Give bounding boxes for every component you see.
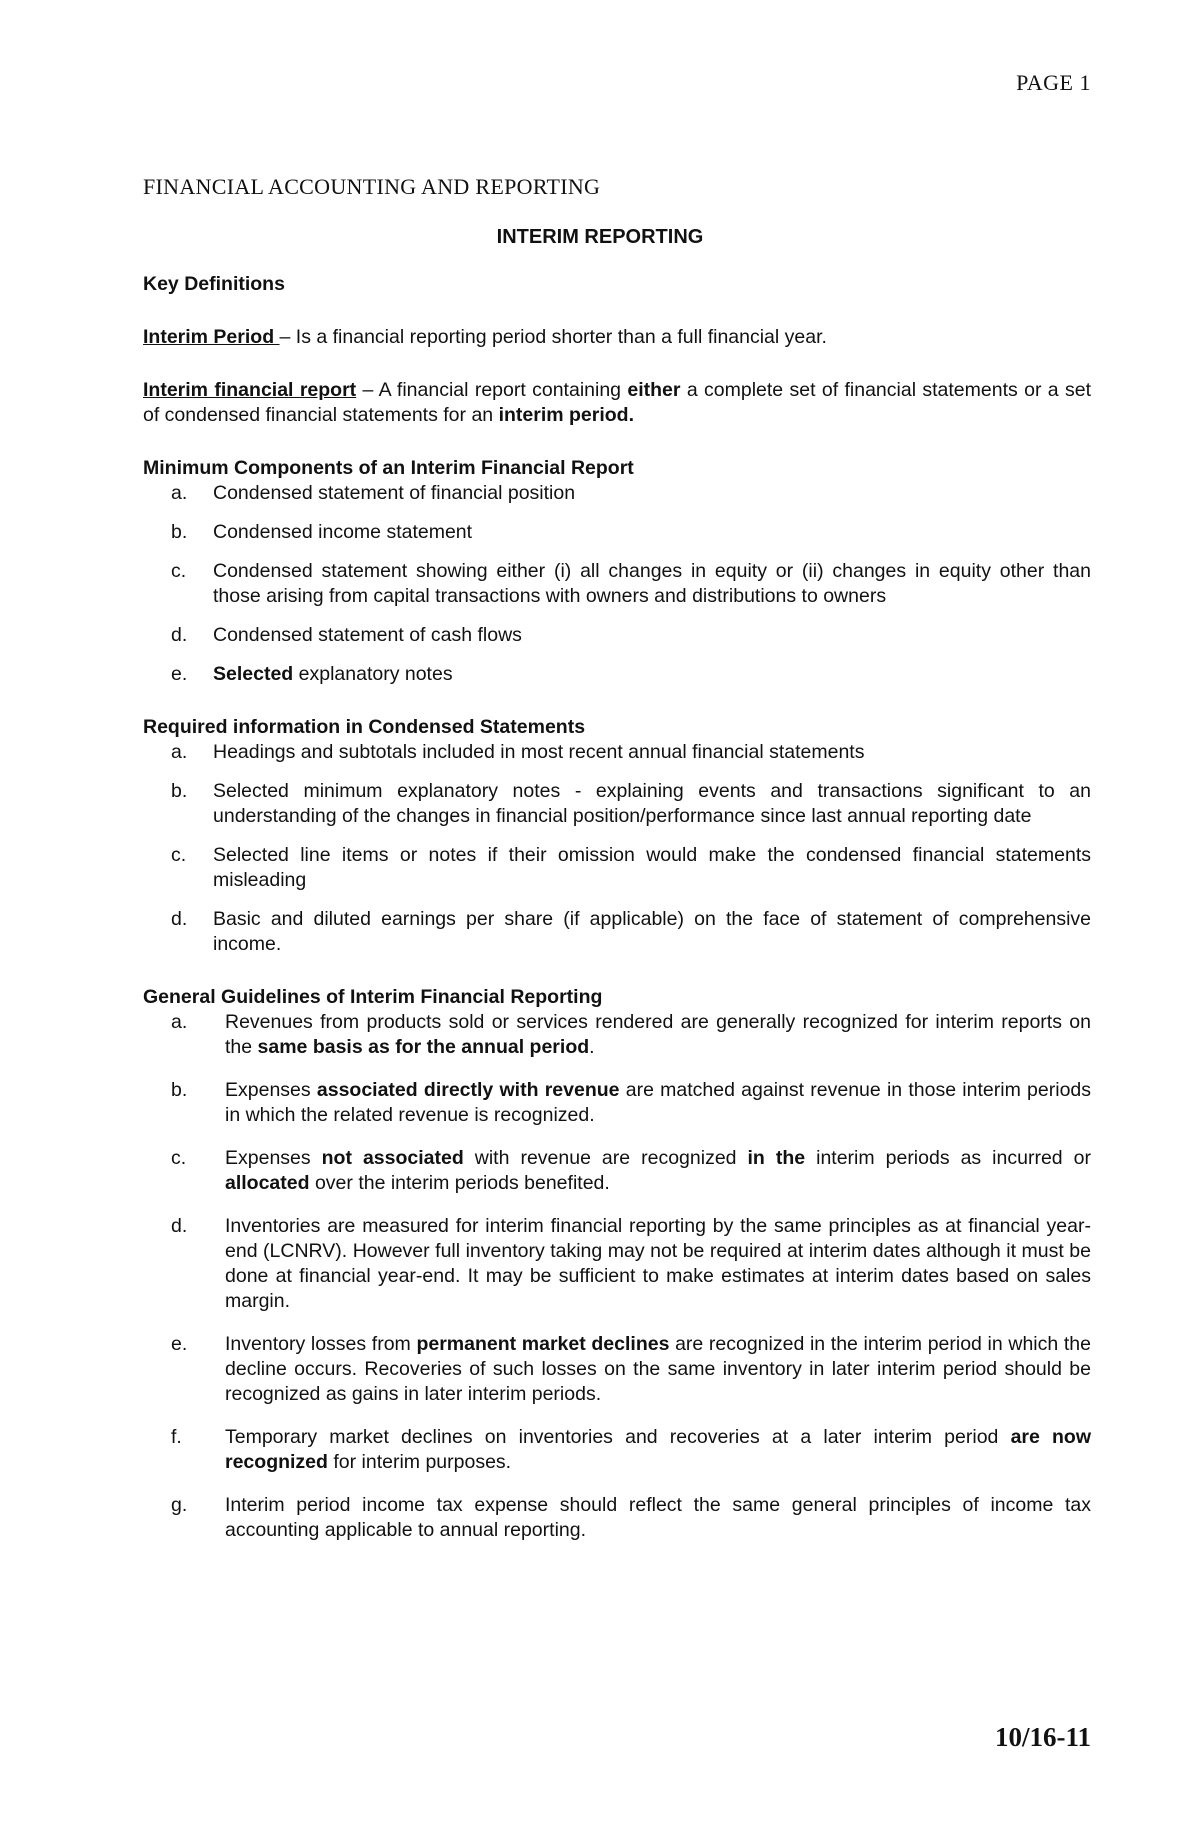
item-text: Condensed statement of cash flows: [213, 624, 522, 646]
text-run: with revenue are recognized: [463, 1147, 748, 1169]
list-item: [143, 481, 1091, 506]
item-text: [225, 1425, 1091, 1475]
item-marker: c.: [171, 1147, 187, 1169]
item-marker: b.: [171, 521, 188, 543]
item-text: Interim period income tax expense should reflect the same general principles of income tax accounting applicable to annual reporting.: [225, 1494, 1091, 1541]
item-marker: d.: [171, 908, 188, 930]
list-item: [143, 907, 1091, 957]
document-title: INTERIM REPORTING: [496, 226, 704, 248]
item-text: [225, 1078, 1091, 1128]
bold-run: are now recognized: [225, 1426, 1092, 1473]
list-item: [143, 1078, 1091, 1128]
bold-run: associated directly with revenue: [316, 1079, 620, 1101]
list-item: [143, 520, 1091, 545]
list-item: [143, 1146, 1091, 1196]
list-item: [143, 843, 1091, 893]
general-guidelines-heading: General Guidelines of Interim Financial Reporting: [143, 986, 603, 1008]
item-text: Inventories are measured for interim financial reporting by the same principles as at financial year-end (LCNRV). However full inventory taking may not be required at interim dates although it must be done at financial year-end. It may be sufficient to make estimates at interim dates based on sales margin.: [225, 1215, 1091, 1312]
list-item: [143, 623, 1091, 648]
item-marker: d.: [171, 624, 188, 646]
bold-run: not associated: [321, 1147, 464, 1169]
item-marker: a.: [171, 482, 188, 504]
item-marker: a.: [171, 741, 188, 763]
course-title: FINANCIAL ACCOUNTING AND REPORTING: [143, 174, 601, 199]
text-run: Expenses: [225, 1147, 322, 1169]
required-info-heading: Required information in Condensed Statements: [143, 716, 586, 738]
text-run: Revenues from products sold or services rendered are generally recognized for interim reports on the: [225, 1011, 1091, 1058]
page-number: PAGE 1: [1016, 70, 1091, 95]
text-run: over the interim periods benefited.: [309, 1172, 610, 1194]
item-marker: f.: [171, 1426, 182, 1448]
item-text: Condensed statement of financial position: [213, 482, 576, 504]
item-text: Selected line items or notes if their omission would make the condensed financial statements misleading: [213, 844, 1091, 891]
list-item: [143, 1010, 1091, 1060]
list-item: [143, 559, 1091, 609]
item-text: [213, 662, 1091, 687]
item-marker: g.: [171, 1494, 188, 1516]
item-marker: b.: [171, 1079, 188, 1101]
list-item: [143, 662, 1091, 687]
text-run: are recognized in the interim period in which the decline occurs. Recoveries of such losses on the same inventory in later interim period should be recognized as gains in later interim periods.: [225, 1333, 1091, 1405]
item-marker: c.: [171, 560, 187, 582]
item-text: Selected minimum explanatory notes - explaining events and transactions significant to an understanding of the changes in financial position/performance since last annual reporting date: [213, 780, 1091, 827]
list-item: [143, 740, 1091, 765]
item-marker: b.: [171, 780, 188, 802]
interim-period-definition: [143, 325, 1091, 350]
bold-run: same basis as for the annual period: [257, 1036, 590, 1058]
interim-report-bold-2: interim period.: [498, 404, 634, 426]
text-run: interim periods as incurred or: [805, 1147, 1091, 1169]
item-text: Condensed income statement: [213, 521, 473, 543]
list-item: [143, 1332, 1091, 1407]
document-body: [143, 272, 1091, 1543]
general-guidelines-list: [143, 1010, 1091, 1543]
item-bold-text: Selected: [213, 663, 294, 685]
interim-period-text: – Is a financial reporting period shorter than a full financial year.: [279, 326, 827, 348]
minimum-components-heading: Minimum Components of an Interim Financial Report: [143, 457, 634, 479]
bold-run: in the: [747, 1147, 806, 1169]
text-run: are matched against revenue in those interim periods in which the related revenue is recognized.: [225, 1079, 1092, 1126]
list-item: [143, 1214, 1091, 1314]
interim-report-term: Interim financial report: [143, 379, 357, 401]
interim-report-bold-1: either: [627, 379, 681, 401]
list-item: [143, 1493, 1091, 1543]
item-text: Condensed statement showing either (i) all changes in equity or (ii) changes in equity other than those arising from capital transactions with owners and distributions to owners: [213, 560, 1091, 607]
item-text: [225, 1010, 1091, 1060]
item-text: Basic and diluted earnings per share (if applicable) on the face of statement of comprehensive income.: [213, 908, 1091, 955]
item-text: [225, 1332, 1091, 1407]
item-marker: e.: [171, 1333, 188, 1355]
interim-report-text-2: a complete set of financial statements or a set of condensed financial statements for an: [143, 379, 1092, 426]
bold-run: allocated: [225, 1172, 310, 1194]
text-run: for interim purposes.: [327, 1451, 512, 1473]
minimum-components-list: [143, 481, 1091, 687]
text-run: Temporary market declines on inventories and recoveries at a later interim period: [225, 1426, 1011, 1448]
interim-report-definition: [143, 378, 1091, 428]
list-item: [143, 779, 1091, 829]
list-item: [143, 1425, 1091, 1475]
item-plain-text: explanatory notes: [293, 663, 453, 685]
interim-period-term: Interim Period: [143, 326, 280, 348]
item-marker: e.: [171, 663, 188, 685]
text-run: Inventory losses from: [225, 1333, 417, 1355]
text-run: .: [589, 1036, 595, 1058]
item-text: [225, 1146, 1091, 1196]
text-run: Expenses: [225, 1079, 317, 1101]
bold-run: permanent market declines: [416, 1333, 670, 1355]
item-marker: d.: [171, 1215, 188, 1237]
required-info-list: [143, 740, 1091, 957]
interim-report-text-1: – A financial report containing: [356, 379, 628, 401]
item-marker: a.: [171, 1011, 188, 1033]
item-marker: c.: [171, 844, 187, 866]
key-definitions-heading: Key Definitions: [143, 273, 285, 295]
footer-code: 10/16-11: [994, 1722, 1091, 1752]
item-text: Headings and subtotals included in most recent annual financial statements: [213, 741, 865, 763]
